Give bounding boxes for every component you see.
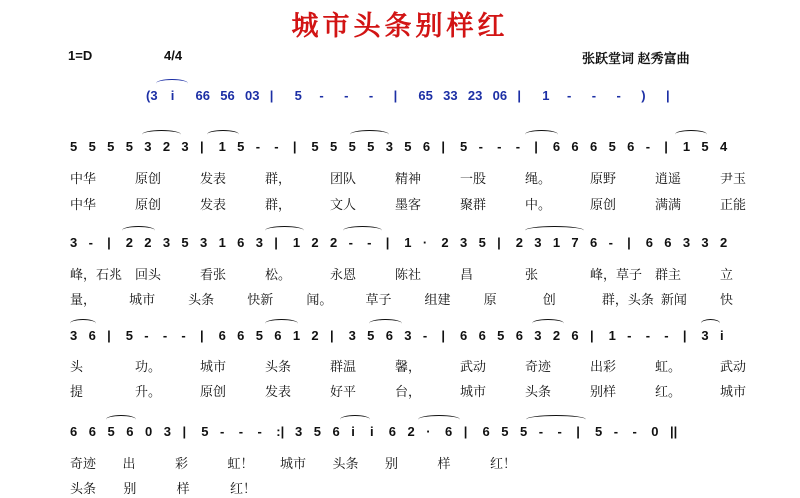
score-token: 5: [501, 424, 509, 439]
score-token: 6: [70, 424, 78, 439]
score-token: 群，: [265, 198, 292, 213]
score-token: 城市: [280, 457, 307, 472]
score-token: 5: [311, 139, 319, 154]
score-token: 馨，: [395, 360, 422, 375]
score-token: -: [664, 328, 669, 343]
barline: |: [107, 328, 111, 343]
score-token: 6: [274, 328, 282, 343]
score-token: 聚群: [460, 198, 487, 213]
score-token: 量，: [70, 293, 97, 308]
score-token: 6: [332, 424, 340, 439]
score-token: 绳。: [525, 172, 552, 187]
lyric-line-2-verse-1: [0, 264, 800, 284]
key-signature: 1=D: [68, 48, 93, 63]
score-token: 0: [651, 424, 659, 439]
score-token: -: [344, 88, 349, 103]
score-token: 6: [126, 424, 134, 439]
score-token: 2: [441, 235, 449, 250]
score-token: 中华: [70, 172, 97, 187]
barline: |: [330, 328, 334, 343]
score-token: 5: [367, 328, 375, 343]
score-token: 墨客: [395, 198, 422, 213]
score-token: 4: [720, 139, 728, 154]
score-token: -: [144, 328, 149, 343]
score-token: 头: [70, 360, 84, 375]
score-token: 1: [682, 139, 691, 154]
score-token: 出: [122, 457, 136, 472]
score-token: 2: [311, 328, 319, 343]
score-token: i: [720, 328, 724, 343]
score-token: i: [351, 424, 355, 439]
score-token: 别: [123, 482, 137, 497]
score-token: -: [319, 88, 324, 103]
slur-mark: [418, 415, 460, 424]
score-token: 6: [385, 328, 393, 343]
score-token: i: [170, 88, 175, 103]
score-token: (3: [146, 88, 158, 103]
score-token: 快新: [247, 293, 274, 308]
barline: |: [107, 235, 111, 250]
slur-mark: [340, 415, 370, 424]
score-token: 头条: [332, 457, 359, 472]
score-token: 新闻: [660, 293, 687, 308]
score-token: 3: [534, 328, 542, 343]
slur-mark: [207, 130, 240, 139]
score-token: -: [257, 424, 262, 439]
score-token: -: [220, 424, 225, 439]
score-token: 回头: [135, 268, 162, 283]
slur-mark: [701, 319, 721, 328]
score-token: -: [162, 328, 168, 343]
score-token: 06: [492, 88, 508, 103]
score-token: 原野: [590, 172, 617, 187]
score-token: 03: [245, 88, 260, 103]
score-token: -: [613, 424, 619, 439]
intro-notation-line: [0, 88, 800, 110]
score-token: 提: [70, 385, 84, 400]
score-token: 6: [627, 139, 635, 154]
score-token: 原创: [135, 172, 162, 187]
slur-mark: [265, 319, 298, 328]
score-token: -: [368, 88, 374, 103]
time-signature: 4/4: [164, 48, 183, 63]
score-token: 2: [515, 235, 523, 250]
score-token: 3: [255, 235, 263, 250]
score-token: 红！: [230, 482, 257, 497]
score-token: 6: [645, 235, 653, 250]
slur-mark: [350, 130, 389, 139]
score-token: 5: [125, 139, 133, 154]
score-token: -: [497, 139, 502, 154]
score-token: 23: [467, 88, 483, 103]
score-token: 6: [515, 328, 523, 343]
score-token: -: [478, 139, 483, 154]
score-token: 3: [404, 328, 412, 343]
score-token: 别样: [590, 385, 617, 400]
score-token: -: [181, 328, 186, 343]
score-token: 永恩: [330, 268, 357, 283]
score-token: 1: [292, 235, 301, 250]
score-token: -: [274, 139, 279, 154]
barline: |: [441, 139, 446, 154]
slur-mark: [369, 319, 402, 328]
score-token: 7: [571, 235, 579, 250]
score-token: 团队: [330, 172, 357, 187]
score-token: 别: [385, 457, 399, 472]
score-token: -: [515, 139, 521, 154]
score-token: 奇迹: [70, 457, 97, 472]
score-token: 原创: [200, 385, 227, 400]
score-token: 6: [664, 235, 672, 250]
score-token: 3: [701, 235, 709, 250]
barline: |: [385, 235, 390, 250]
score-token: 1: [552, 235, 561, 250]
slur-mark: [70, 319, 96, 328]
slur-mark: [675, 130, 708, 139]
score-token: 1: [404, 235, 412, 250]
score-token: 中。: [525, 198, 552, 213]
score-token: 3: [701, 328, 709, 343]
barline: |: [269, 88, 274, 103]
barline: :|: [276, 424, 285, 439]
score-token: 陈社: [395, 268, 422, 283]
score-token: 5: [88, 139, 96, 154]
score-token: 3: [534, 235, 542, 250]
score-token: 头条: [265, 360, 292, 375]
slur-mark: [532, 319, 565, 328]
lyric-line-4-verse-2: [0, 478, 800, 498]
barline: |: [274, 235, 278, 250]
score-token: 6: [422, 139, 431, 154]
score-token: 5: [701, 139, 709, 154]
barline: ||: [670, 424, 678, 439]
barline: |: [292, 139, 297, 154]
score-token: 功。: [135, 360, 162, 375]
score-token: 1: [218, 235, 226, 250]
score-token: 奇迹: [525, 360, 552, 375]
score-token: -: [632, 424, 637, 439]
song-title: 城市头条别样红: [291, 11, 509, 42]
score-token: 城市: [720, 385, 747, 400]
score-token: 6: [460, 328, 468, 343]
score-token: 6: [482, 424, 490, 439]
score-token: 0: [145, 424, 153, 439]
score-token: 好平: [330, 385, 357, 400]
score-token: 5: [478, 235, 486, 250]
lyric-line-2-verse-2: [0, 289, 800, 309]
score-token: 彩: [175, 457, 189, 472]
score-token: 发表: [200, 172, 227, 187]
score-token: 张: [525, 268, 539, 283]
slur-mark: [142, 130, 181, 139]
score-token: 3: [70, 328, 78, 343]
score-token: 台，: [395, 385, 422, 400]
score-token: 6: [571, 328, 579, 343]
score-token: ·: [422, 235, 428, 250]
score-token: 样: [437, 457, 451, 472]
score-token: 原: [483, 293, 497, 308]
score-token: 3: [70, 235, 78, 250]
score-token: 组建: [424, 293, 451, 308]
slur-mark: [526, 415, 586, 424]
score-token: -: [88, 235, 93, 250]
score-token: 2: [162, 139, 171, 154]
score-token: -: [608, 235, 613, 250]
score-token: -: [566, 88, 572, 103]
score-token: 群温: [330, 360, 357, 375]
score-token: 5: [255, 328, 263, 343]
score-token: 33: [443, 88, 458, 103]
score-token: 6: [590, 139, 598, 154]
score-token: 5: [367, 139, 375, 154]
score-token: 3: [200, 235, 208, 250]
score-token: 2: [330, 235, 338, 250]
score-token: 武动: [460, 360, 487, 375]
score-token: 看张: [200, 268, 227, 283]
score-token: 3: [181, 139, 189, 154]
score-token: 城市: [200, 360, 227, 375]
lyric-line-3-verse-2: [0, 381, 800, 401]
score-token: 松。: [265, 268, 292, 283]
lyric-line-4-verse-1: [0, 453, 800, 473]
score-token: 3: [163, 424, 171, 439]
score-token: 5: [313, 424, 321, 439]
score-token: 升。: [135, 385, 162, 400]
score-token: 5: [125, 328, 133, 343]
score-token: 5: [460, 139, 468, 154]
score-token: 56: [220, 88, 235, 103]
score-token: 红。: [655, 385, 682, 400]
score-token: 5: [595, 424, 603, 439]
slur-mark: [122, 226, 155, 235]
score-token: 5: [181, 235, 189, 250]
score-token: 1: [218, 139, 226, 154]
score-token: -: [645, 139, 651, 154]
score-token: 峰，草子: [590, 268, 643, 283]
barline: |: [517, 88, 522, 103]
barline: |: [534, 139, 538, 154]
score-token: 虹。: [655, 360, 682, 375]
score-token: 尹玉: [720, 172, 747, 187]
barline: |: [664, 139, 668, 154]
score-token: 2: [144, 235, 152, 250]
score-token: 发表: [265, 385, 292, 400]
score-token: -: [591, 88, 597, 103]
score-token: -: [238, 424, 244, 439]
score-token: 6: [88, 424, 96, 439]
lyric-line-1-verse-2: [0, 194, 800, 214]
score-token: 3: [460, 235, 468, 250]
slur-mark: [106, 415, 136, 424]
score-token: 闻。: [306, 293, 333, 308]
score-token: 1: [608, 328, 616, 343]
barline: |: [182, 424, 187, 439]
score-token: 虹！: [227, 457, 254, 472]
notation-line-2: [0, 235, 800, 257]
score-token: 5: [404, 139, 412, 154]
score-token: i: [370, 424, 374, 439]
score-token: 5: [294, 88, 302, 103]
score-token: 武动: [720, 360, 747, 375]
score-token: -: [616, 88, 621, 103]
score-token: 5: [237, 139, 245, 154]
score-token: 样: [176, 482, 190, 497]
score-token: 6: [552, 139, 561, 154]
barline: |: [627, 235, 631, 250]
score-token: 1: [292, 328, 301, 343]
score-token: 2: [311, 235, 319, 250]
score-token: 头条: [70, 482, 97, 497]
notation-line-4: [0, 424, 800, 446]
score-token: 城市: [129, 293, 156, 308]
barline: |: [200, 328, 204, 343]
barline: |: [200, 139, 204, 154]
slur-mark: [265, 226, 304, 235]
score-token: 6: [590, 235, 598, 250]
score-token: 原创: [590, 198, 617, 213]
barline: |: [441, 328, 446, 343]
score-token: 6: [571, 139, 579, 154]
score-token: 5: [107, 424, 115, 439]
score-token: 立: [720, 268, 734, 283]
score-token: 头条: [188, 293, 215, 308]
barline: |: [682, 328, 687, 343]
score-token: 5: [497, 328, 505, 343]
score-token: 6: [478, 328, 486, 343]
score-token: 逍遥: [655, 172, 682, 187]
score-token: -: [538, 424, 544, 439]
score-token: 6: [218, 328, 226, 343]
slur-mark: [525, 130, 558, 139]
score-token: 6: [445, 424, 453, 439]
score-token: 快: [720, 293, 734, 308]
score-token: 5: [608, 139, 616, 154]
score-token: 1: [542, 88, 550, 103]
score-token: ·: [426, 424, 431, 439]
barline: |: [576, 424, 580, 439]
score-token: 满满: [655, 198, 682, 213]
notation-line-1: [0, 139, 800, 161]
score-token: 草子: [365, 293, 392, 308]
score-token: 中华: [70, 198, 97, 213]
score-token: -: [367, 235, 372, 250]
score-token: -: [645, 328, 651, 343]
score-token: 正能: [720, 198, 747, 213]
score-token: 2: [720, 235, 728, 250]
score-token: 出彩: [590, 360, 617, 375]
score-token: 5: [330, 139, 338, 154]
score-token: 66: [195, 88, 210, 103]
score-token: -: [348, 235, 353, 250]
score-token: 6: [237, 328, 245, 343]
score-token: 6: [237, 235, 245, 250]
score-token: 发表: [200, 198, 227, 213]
score-token: 群，头条: [601, 293, 654, 308]
score-token: 昌: [460, 268, 474, 283]
barline: |: [497, 235, 501, 250]
score-token: 2: [125, 235, 133, 250]
score-token: 6: [388, 424, 396, 439]
score-token: 5: [348, 139, 356, 154]
barline: |: [590, 328, 594, 343]
score-token: 3: [295, 424, 303, 439]
score-token: 6: [88, 328, 96, 343]
score-token: 3: [385, 139, 393, 154]
score-token: 原创: [135, 198, 162, 213]
lyric-line-1-verse-1: [0, 168, 800, 188]
score-token: 3: [348, 328, 356, 343]
score-token: 头条: [525, 385, 552, 400]
lyricist-composer-credits: 张跃堂词 赵秀富曲: [582, 51, 690, 66]
score-token: 群，: [265, 172, 292, 187]
score-token: 一股: [460, 172, 487, 187]
score-token: -: [422, 328, 428, 343]
barline: |: [393, 88, 398, 103]
score-token: 5: [107, 139, 115, 154]
score-token: -: [557, 424, 562, 439]
score-token: 5: [520, 424, 528, 439]
score-token: 2: [552, 328, 561, 343]
score-token: 3: [162, 235, 171, 250]
score-token: 3: [144, 139, 152, 154]
score-token: 5: [201, 424, 209, 439]
score-token: -: [255, 139, 261, 154]
score-token: 文人: [330, 198, 357, 213]
score-token: 红！: [490, 457, 517, 472]
score-token: 峰，石兆: [70, 268, 123, 283]
lyric-line-3-verse-1: [0, 356, 800, 376]
slur-mark: [525, 226, 584, 235]
score-token: 城市: [460, 385, 487, 400]
score-token: 2: [407, 424, 415, 439]
barline: |: [463, 424, 468, 439]
score-token: 群主: [655, 268, 682, 283]
barline: |: [666, 88, 670, 103]
notation-line-3: [0, 328, 800, 350]
score-token: -: [627, 328, 632, 343]
score-token: 3: [682, 235, 691, 250]
score-token: 精神: [395, 172, 422, 187]
score-token: 65: [418, 88, 433, 103]
slur-mark: [343, 226, 382, 235]
score-token: 5: [70, 139, 78, 154]
score-token: ): [641, 88, 646, 103]
slur-mark: [156, 79, 187, 88]
score-token: 创: [542, 293, 556, 308]
